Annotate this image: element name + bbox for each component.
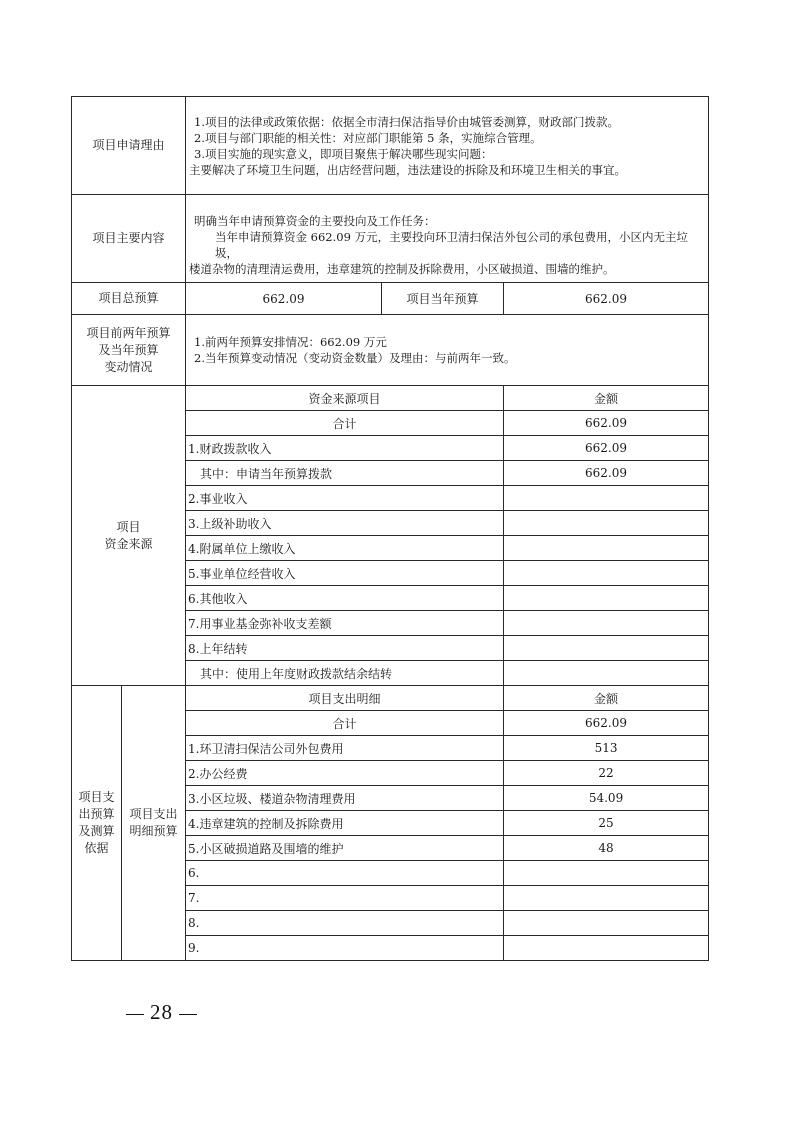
expenditure-amount: 22: [504, 761, 709, 786]
budget-row: [72, 283, 709, 315]
label-line: 变动情况: [104, 359, 153, 374]
funding-amount: [504, 611, 709, 636]
funding-item: 8.上年结转: [186, 636, 504, 661]
expenditure-item: 5.小区破损道路及围墙的维护: [186, 836, 504, 861]
label-line: 及测算: [78, 824, 115, 838]
funding-amount: 662.09: [504, 461, 709, 486]
label-line: 依据: [84, 841, 109, 855]
reason-line: 3.项目实施的现实意义，即项目聚焦于解决哪些现实问题：: [194, 146, 493, 161]
funding-item: 6.其他收入: [186, 586, 504, 611]
content-line: 明确当年申请预算资金的主要投向及工作任务：: [194, 214, 436, 228]
expenditure-item: 2.办公经费: [186, 761, 504, 786]
funding-item: 5.事业单位经营收入: [186, 561, 504, 586]
expenditure-amount: [504, 861, 709, 886]
total-budget-value: 662.09: [186, 283, 382, 315]
expenditure-item: 1.环卫清扫保洁公司外包费用: [186, 736, 504, 761]
current-budget-label: 项目当年预算: [382, 283, 504, 315]
total-budget-label: 项目总预算: [72, 283, 186, 315]
reason-line: 2.项目与部门职能的相关性：对应部门职能第 5 条，实施综合管理。: [194, 130, 542, 145]
expenditure-item: 3.小区垃圾、楼道杂物清理费用: [186, 786, 504, 811]
label-line: 及当年预算: [98, 342, 159, 357]
main-content-text: [186, 195, 709, 283]
expenditure-header-row: [72, 686, 709, 711]
funding-total-amount: 662.09: [504, 411, 709, 436]
page-number: 28: [150, 1000, 173, 1024]
funding-item: 1.财政拨款收入: [186, 436, 504, 461]
funding-amount: [504, 661, 709, 686]
expenditure-item: 4.违章建筑的控制及拆除费用: [186, 811, 504, 836]
funding-amount: 662.09: [504, 436, 709, 461]
funding-item: 7.用事业基金弥补收支差额: [186, 611, 504, 636]
dash-left: [126, 1014, 144, 1015]
label-line: 明细预算: [129, 824, 178, 838]
label-line: 项目支出: [129, 807, 178, 821]
expenditure-amount: [504, 911, 709, 936]
dash-right: [179, 1014, 197, 1015]
project-budget-table: [71, 96, 709, 961]
expenditure-outer-label: [72, 686, 122, 961]
budget-change-label: [72, 315, 186, 386]
funding-amount: [504, 511, 709, 536]
funding-total-label: 合计: [186, 411, 504, 436]
page-footer: [120, 1000, 203, 1025]
expenditure-total-amount: 662.09: [504, 711, 709, 736]
expenditure-amount: 48: [504, 836, 709, 861]
budget-change-row: [72, 315, 709, 386]
change-line: 2.当年预算变动情况（变动资金数量）及理由：与前两年一致。: [194, 351, 516, 365]
expenditure-inner-label: [122, 686, 186, 961]
expenditure-item: 8.: [186, 911, 504, 936]
funding-item: 其中：申请当年预算拨款: [186, 461, 504, 486]
content-line: 当年申请预算资金 662.09 万元，主要投向环卫清扫保洁外包公司的承包费用，小区内无主垃圾，: [215, 230, 689, 260]
expenditure-item: 9.: [186, 936, 504, 961]
label-line: 资金来源: [104, 536, 153, 551]
expenditure-item-header: 项目支出明细: [186, 686, 504, 711]
funding-item: 4.附属单位上缴收入: [186, 536, 504, 561]
funding-amount: [504, 586, 709, 611]
reason-line: 主要解决了环境卫生问题，出店经营问题，违法建设的拆除及和环境卫生相关的事宜。: [189, 162, 627, 177]
expenditure-amount-header: 金额: [504, 686, 709, 711]
budget-change-text: [186, 315, 709, 386]
funding-item: 2.事业收入: [186, 486, 504, 511]
expenditure-total-label: 合计: [186, 711, 504, 736]
funding-item: 3.上级补助收入: [186, 511, 504, 536]
application-reason-text: [186, 97, 709, 195]
funding-item-header: 资金来源项目: [186, 386, 504, 411]
funding-sources-label: [72, 386, 186, 686]
funding-amount-header: 金额: [504, 386, 709, 411]
reason-line: 1.项目的法律或政策依据：依据全市清扫保洁指导价由城管委测算，财政部门拨款。: [194, 114, 619, 129]
current-budget-value: 662.09: [504, 283, 709, 315]
application-reason-label: 项目申请理由: [72, 97, 186, 195]
funding-item: 其中：使用上年度财政拨款结余结转: [186, 661, 504, 686]
funding-amount: [504, 561, 709, 586]
expenditure-amount: [504, 936, 709, 961]
main-content-label: 项目主要内容: [72, 195, 186, 283]
application-reason-row: [72, 97, 709, 195]
funding-amount: [504, 486, 709, 511]
label-line: 项目支: [78, 790, 115, 804]
label-line: 项目: [116, 519, 141, 534]
content-line: 楼道杂物的清理清运费用，违章建筑的控制及拆除费用，小区破损道、围墙的维护。: [189, 262, 615, 276]
expenditure-amount: 54.09: [504, 786, 709, 811]
expenditure-amount: 25: [504, 811, 709, 836]
funding-amount: [504, 536, 709, 561]
funding-amount: [504, 636, 709, 661]
expenditure-amount: 513: [504, 736, 709, 761]
expenditure-item: 6.: [186, 861, 504, 886]
label-line: 出预算: [78, 807, 115, 821]
expenditure-amount: [504, 886, 709, 911]
label-line: 项目前两年预算: [86, 325, 171, 340]
funding-header-row: [72, 386, 709, 411]
main-content-row: [72, 195, 709, 283]
change-line: 1.前两年预算安排情况：662.09 万元: [194, 335, 387, 349]
expenditure-item: 7.: [186, 886, 504, 911]
